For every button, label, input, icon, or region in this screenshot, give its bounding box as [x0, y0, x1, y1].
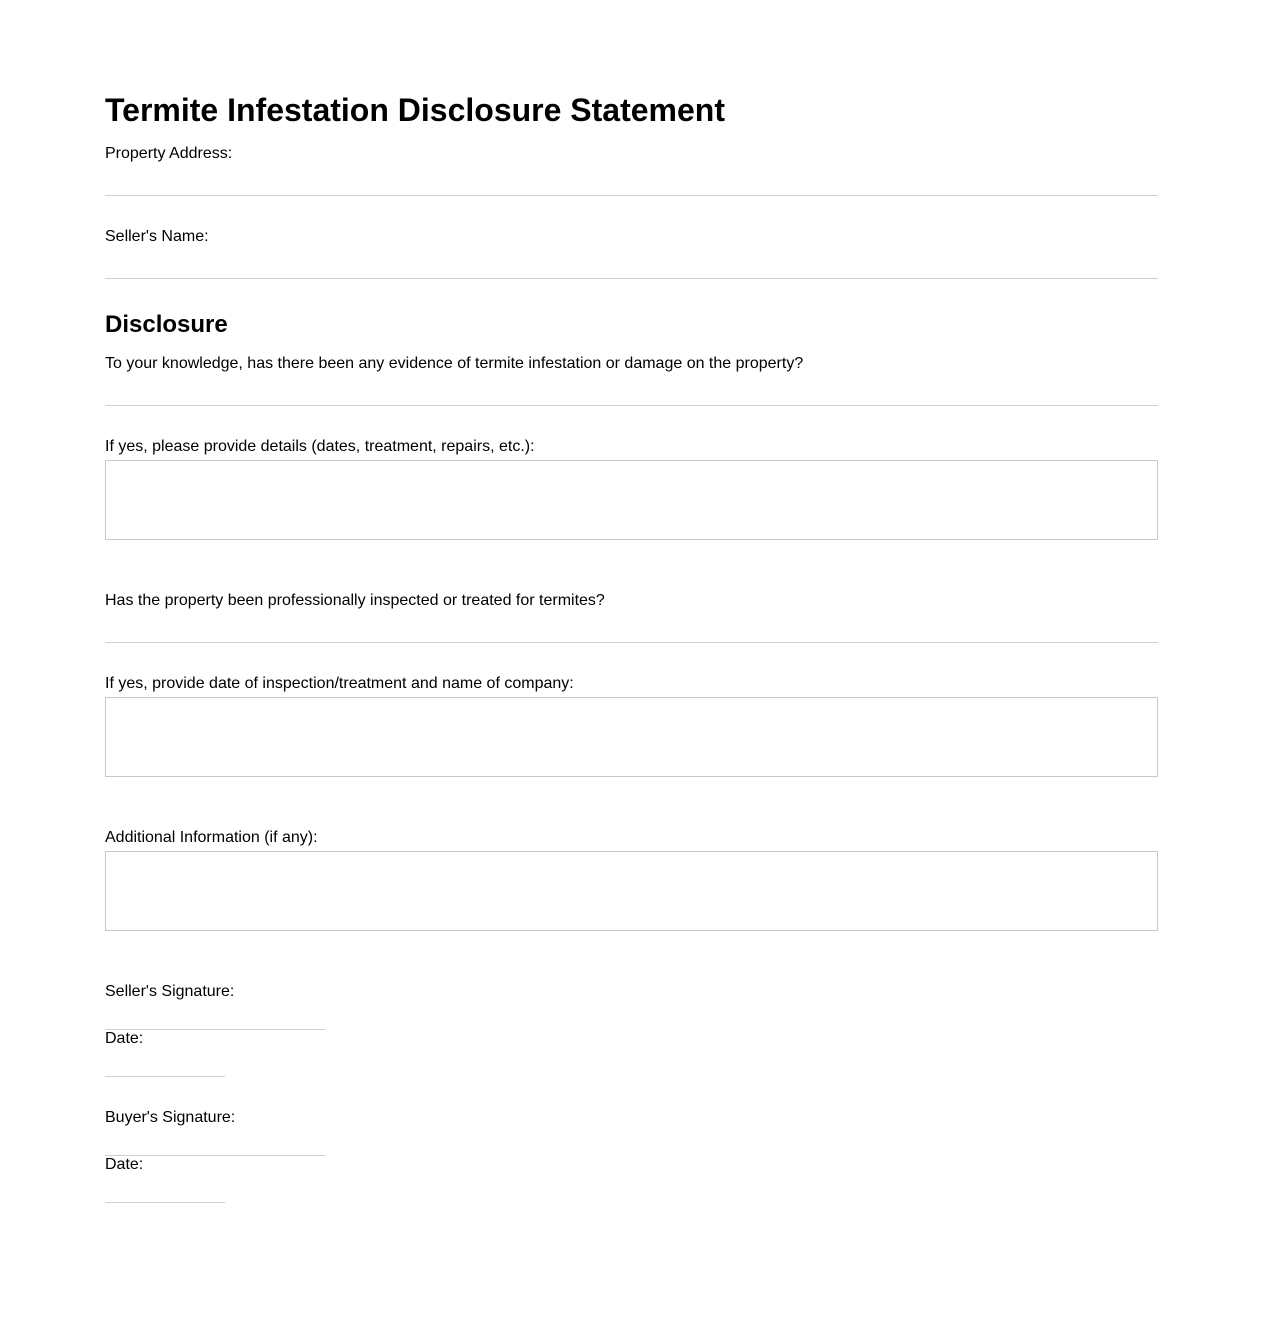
evidence-answer-input[interactable]: [105, 386, 1158, 406]
seller-date-input[interactable]: [105, 1057, 225, 1077]
seller-name-label: Seller's Name:: [105, 228, 209, 245]
buyer-date-label: Date:: [105, 1156, 144, 1173]
additional-info-label: Additional Information (if any):: [105, 829, 318, 846]
seller-signature-label: Seller's Signature:: [105, 983, 235, 1000]
seller-signature-input[interactable]: [105, 1010, 325, 1030]
property-address-label: Property Address:: [105, 145, 233, 162]
buyer-date-input[interactable]: [105, 1183, 225, 1203]
infestation-details-textarea[interactable]: [105, 460, 1158, 540]
inspected-answer-input[interactable]: [105, 623, 1158, 643]
inspected-question-label: Has the property been professionally inspected or treated for termites?: [105, 592, 605, 609]
buyer-signature-label: Buyer's Signature:: [105, 1109, 236, 1126]
evidence-question-label: To your knowledge, has there been any evidence of termite infestation or damage on the property?: [105, 355, 804, 372]
seller-date-label: Date:: [105, 1030, 144, 1047]
inspection-details-textarea[interactable]: [105, 697, 1158, 777]
infestation-details-label: If yes, please provide details (dates, treatment, repairs, etc.):: [105, 438, 535, 455]
buyer-signature-input[interactable]: [105, 1136, 325, 1156]
additional-info-textarea[interactable]: [105, 851, 1158, 931]
property-address-input[interactable]: [105, 176, 1158, 196]
seller-name-input[interactable]: [105, 259, 1158, 279]
page-title: Termite Infestation Disclosure Statement: [105, 92, 725, 128]
disclosure-heading: Disclosure: [105, 311, 228, 338]
inspection-details-label: If yes, provide date of inspection/treatment and name of company:: [105, 675, 574, 692]
